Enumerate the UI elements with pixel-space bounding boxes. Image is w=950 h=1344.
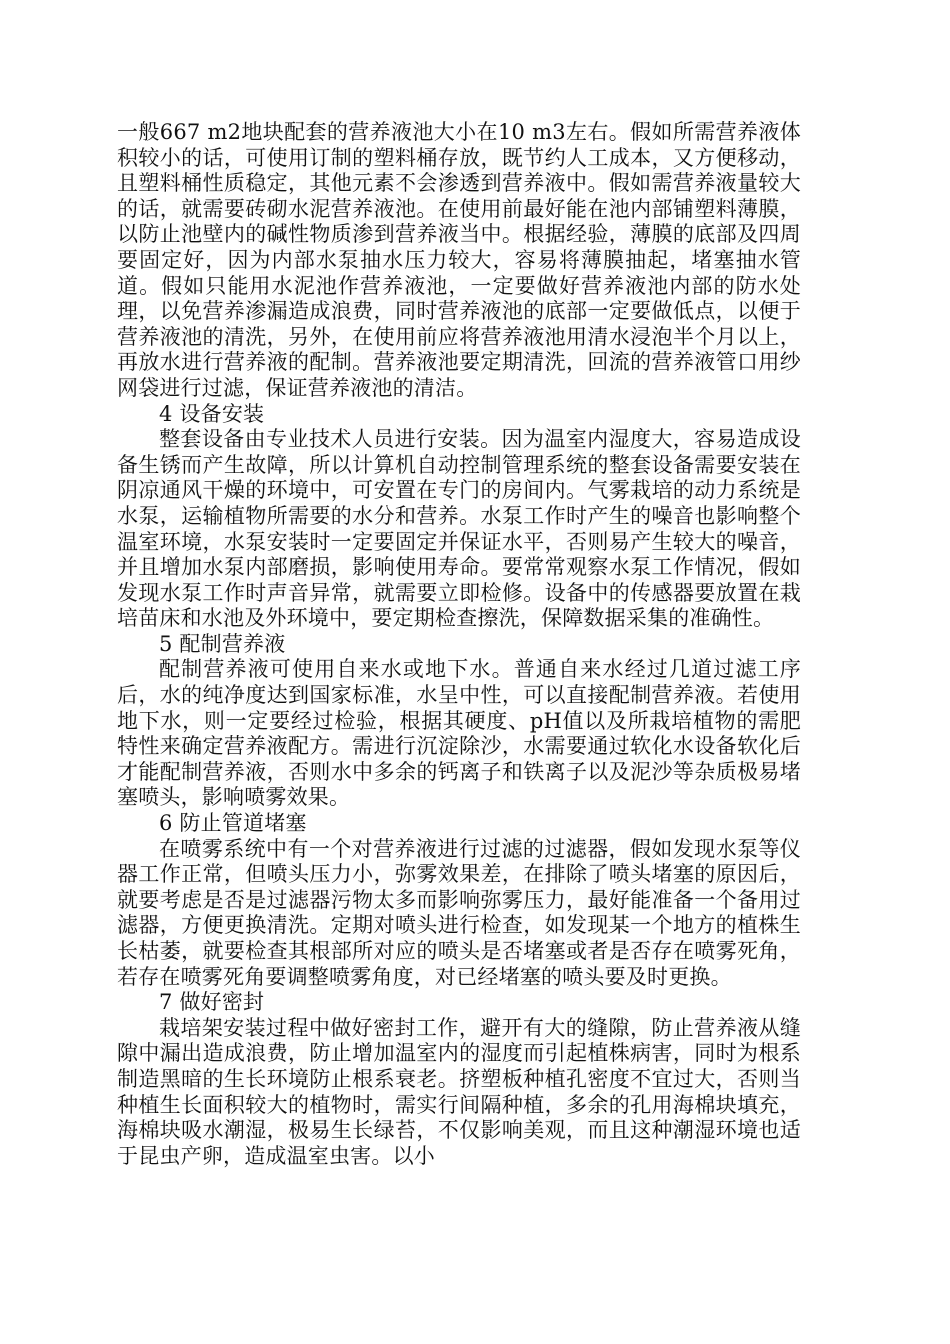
document-page <box>117 120 801 1169</box>
heading-sealing: 7 做好密封 <box>159 990 265 1015</box>
paragraph-prepare-nutrient-solution: 配制营养液可使用自来水或地下水。普通自来水经过几道过滤工序后，水的纯净度达到国家标准，水呈中性，可以直接配制营养液。若使用地下水，则一定要经过检验，根据其硬度、pH值以及所栽培植物的需肥特性来确定营养液配方。需进行沉淀除沙，水需要通过软化水设备软化后才能配制营养液，否则水中多余的钙离子和铁离子以及泥沙等杂质极易堵塞喷头，影响喷雾效果。 <box>117 657 801 810</box>
paragraph-nutrient-pool: 一般667 m2地块配套的营养液池大小在10 m3左右。假如所需营养液体积较小的话，可使用订制的塑料桶存放，既节约人工成本，又方便移动，且塑料桶性质稳定，其他元素不会渗透到营养液中。假如需营养液量较大的话，就需要砖砌水泥营养液池。在使用前最好能在池内部铺塑料薄膜，以防止池壁内的碱性物质渗到营养液当中。根据经验，薄膜的底部及四周要固定好，因为内部水泵抽水压力较大，容易将薄膜抽起，堵塞抽水管道。假如只能用水泥池作营养液池，一定要做好营养液池内部的防水处理，以免营养渗漏造成浪费，同时营养液池的底部一定要做低点，以便于营养液池的清洗，另外，在使用前应将营养液池用清水浸泡半个月以上，再放水进行营养液的配制。营养液池要定期清洗，回流的营养液管口用纱网袋进行过滤，保证营养液池的清洁。 <box>117 120 801 400</box>
paragraph-sealing: 栽培架安装过程中做好密封工作，避开有大的缝隙，防止营养液从缝隙中漏出造成浪费，防止增加温室内的湿度而引起植株病害，同时为根系制造黑暗的生长环境防止根系衰老。挤塑板种植孔密度不宜过大，否则当种植生长面积较大的植物时，需实行间隔种植，多余的孔用海棉块填充，海棉块吸水潮湿，极易生长绿苔，不仅影响美观，而且这种潮湿环境也适于昆虫产卵，造成温室虫害。以小 <box>117 1015 801 1168</box>
heading-equipment-installation: 4 设备安装 <box>159 401 265 426</box>
heading-prevent-pipe-blockage: 6 防止管道堵塞 <box>159 811 307 836</box>
heading-prepare-nutrient-solution: 5 配制营养液 <box>159 631 286 656</box>
paragraph-prevent-pipe-blockage: 在喷雾系统中有一个对营养液进行过滤的过滤器，假如发现水泵等仪器工作正常，但喷头压力小，弥雾效果差，在排除了喷头堵塞的原因后，就要考虑是否是过滤器污物太多而影响弥雾压力，最好能准备一个备用过滤器，方便更换清洗。定期对喷头进行检查，如发现某一个地方的植株生长枯萎，就要检查其根部所对应的喷头是否堵塞或者是否存在喷雾死角，若存在喷雾死角要调整喷雾角度，对已经堵塞的喷头要及时更换。 <box>117 836 801 989</box>
paragraph-equipment-installation: 整套设备由专业技术人员进行安装。因为温室内湿度大，容易造成设备生锈而产生故障，所以计算机自动控制管理系统的整套设备需要安装在阴凉通风干燥的环境中，可安置在专门的房间内。气雾栽培的动力系统是水泵，运输植物所需要的水分和营养。水泵工作时产生的噪音也影响整个温室环境，水泵安装时一定要固定并保证水平，否则易产生较大的噪音，并且增加水泵内部磨损，影响使用寿命。要常常观察水泵工作情况，假如发现水泵工作时声音异常，就需要立即检修。设备中的传感器要放置在栽培苗床和水池及外环境中，要定期检查擦洗，保障数据采集的准确性。 <box>117 427 801 631</box>
